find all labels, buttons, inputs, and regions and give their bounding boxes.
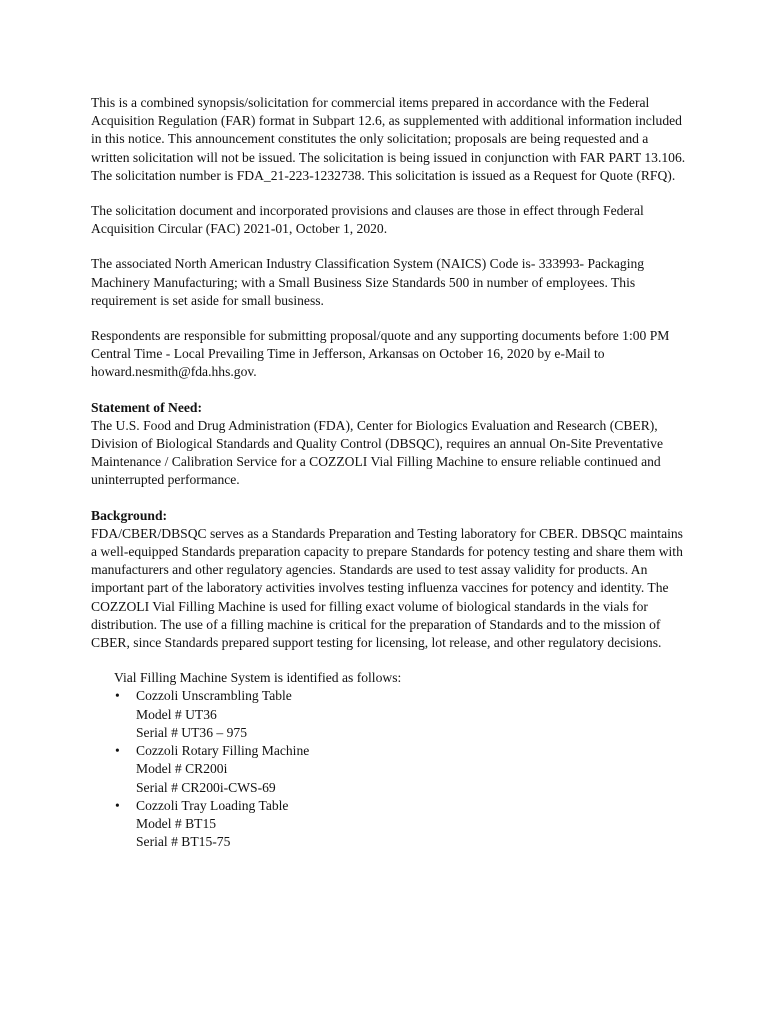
equipment-name: Cozzoli Tray Loading Table xyxy=(136,797,289,813)
background-heading: Background: xyxy=(91,507,168,523)
equipment-list xyxy=(91,687,686,851)
bullet-icon: • xyxy=(115,688,120,704)
equipment-intro: Vial Filling Machine System is identified as follows: xyxy=(114,670,402,686)
equipment-item xyxy=(113,687,686,742)
document-content xyxy=(91,94,686,851)
background-body: FDA/CBER/DBSQC serves as a Standards Preparation and Testing laboratory for CBER. DBSQC maintains a well-equipped Standards preparation capacity to prepare Standards for potency testing and share them with manufacturers and other regulatory agencies. Standards are used to test assay validity for products. An important part of the laboratory activities involves testing influenza vaccines for potency and identity. The COZZOLI Vial Filling Machine is used for filling exact volume of biological standards in the vials for distribution. The use of a filling machine is critical for the preparation of Standards and to the mission of CBER, since Standards prepared support testing for licensing, lot release, and other regulatory decisions. xyxy=(91,525,683,651)
submission-paragraph: Respondents are responsible for submitting proposal/quote and any supporting documents before 1:00 PM Central Time - Local Prevailing Time in Jefferson, Arkansas on October 16, 2020 by e-Mail to howard.nesmith@fda.hhs.gov. xyxy=(91,328,670,380)
naics-paragraph: The associated North American Industry Classification System (NAICS) Code is- 333993- Packaging Machinery Manufacturing; with a Small Business Size Standards 500 in number of employees. This requirement is set aside for small business. xyxy=(91,256,645,308)
equipment-name: Cozzoli Unscrambling Table xyxy=(136,688,292,704)
equipment-serial: Serial # UT36 – 975 xyxy=(136,724,248,740)
equipment-name: Cozzoli Rotary Filling Machine xyxy=(136,743,310,759)
equipment-item xyxy=(113,742,686,797)
statement-of-need-section xyxy=(91,399,686,490)
background-section xyxy=(91,507,686,653)
equipment-item xyxy=(113,797,686,852)
equipment-section xyxy=(91,669,686,851)
statement-of-need-heading: Statement of Need: xyxy=(91,399,202,415)
equipment-model: Model # CR200i xyxy=(136,761,228,777)
equipment-serial: Serial # BT15-75 xyxy=(136,834,231,850)
equipment-serial: Serial # CR200i-CWS-69 xyxy=(136,779,276,795)
equipment-model: Model # BT15 xyxy=(136,815,217,831)
equipment-model: Model # UT36 xyxy=(136,706,217,722)
bullet-icon: • xyxy=(115,743,120,759)
provisions-paragraph: The solicitation document and incorporated provisions and clauses are those in effect through Federal Acquisition Circular (FAC) 2021-01, October 1, 2020. xyxy=(91,203,644,237)
bullet-icon: • xyxy=(115,797,120,813)
statement-of-need-body: The U.S. Food and Drug Administration (FDA), Center for Biologics Evaluation and Research (CBER), Division of Biological Standards and Quality Control (DBSQC), requires an annual On-Site Preventative Maintenance / Calibration Service for a COZZOLI Vial Filling Machine to ensure reliable continued and uninterrupted performance. xyxy=(91,417,663,488)
synopsis-paragraph: This is a combined synopsis/solicitation for commercial items prepared in accordance with the Federal Acquisition Regulation (FAR) format in Subpart 12.6, as supplemented with additional information included in this notice. This announcement constitutes the only solicitation; proposals are being requested and a written solicitation will not be issued. The solicitation is being issued in conjunction with FAR PART 13.106. The solicitation number is FDA_21-223-1232738. This solicitation is issued as a Request for Quote (RFQ). xyxy=(91,95,686,183)
